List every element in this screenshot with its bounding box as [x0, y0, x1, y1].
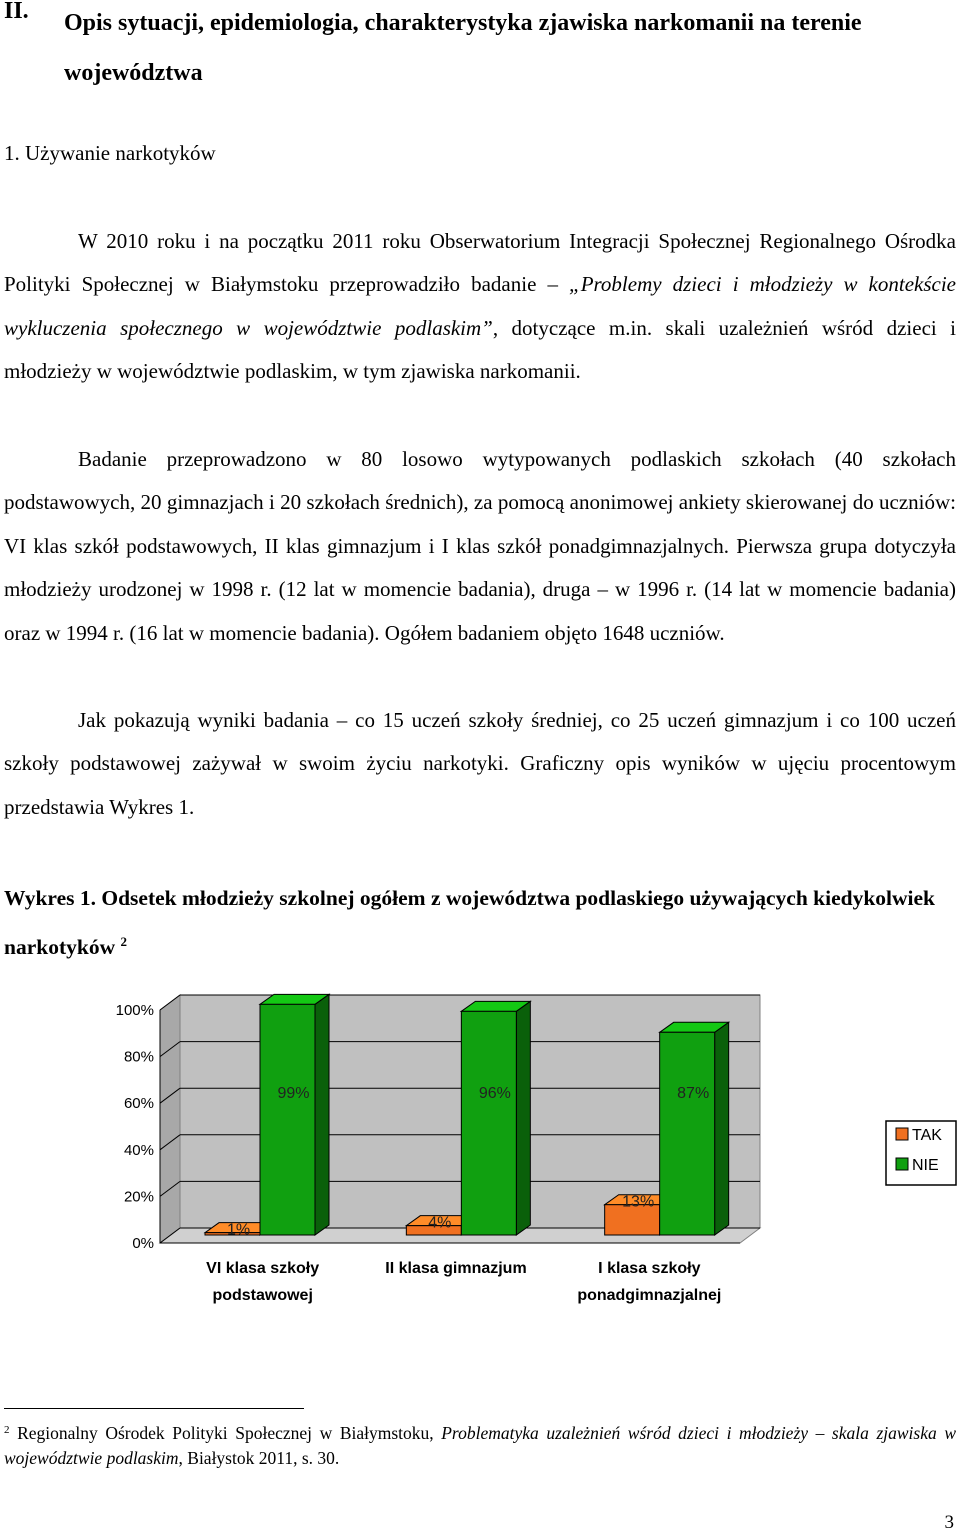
x-tick-label: ponadgimnazjalnej: [577, 1287, 722, 1304]
data-label: 13%: [622, 1193, 655, 1211]
section-title: Opis sytuacji, epidemiologia, charakterystyka zjawiska narkomanii na terenie województwa: [64, 10, 862, 86]
subsection-title: 1. Używanie narkotyków: [4, 141, 216, 165]
paragraph-1-text-a: W 2010 roku i na początku 2011 roku Obserwatorium Integracji Społecznej Regionalnego Ośrodka Polityki Społecznej w Białymstoku przeprowadziło badanie –: [4, 229, 956, 297]
paragraph-3-text: Jak pokazują wyniki badania – co 15 uczeń szkoły średniej, co 25 uczeń gimnazjum i co 100 uczeń szkoły podstawowej zażywał w swoim życiu narkotyki. Graficzny opis wyników w ujęciu procentowym przedstawia Wykres 1.: [4, 708, 956, 819]
y-tick-label: 40%: [123, 1141, 154, 1159]
page-number: 3: [944, 1512, 954, 1533]
chart-caption: [4, 877, 956, 969]
x-tick-label: I klasa szkoły: [598, 1260, 701, 1277]
bar-nie: [461, 1011, 516, 1235]
y-tick-label: 20%: [123, 1188, 154, 1206]
data-label: 4%: [428, 1214, 452, 1232]
footnote-number: 2: [4, 1424, 10, 1436]
body-paragraph-2: [4, 438, 956, 655]
bar-nie: [660, 1032, 715, 1235]
data-label: 96%: [478, 1085, 511, 1103]
y-tick-label: 0%: [132, 1235, 154, 1252]
data-label: 1%: [226, 1221, 251, 1239]
footnote-title: Problematyka uzależnień wśród dzieci i młodzieży – skala zjawiska w województwie podlaskim: [4, 1423, 956, 1468]
y-tick-label: 100%: [115, 1002, 154, 1019]
x-tick-label: VI klasa szkoły: [206, 1260, 320, 1277]
footnote-text-b: , Białystok 2011, s. 30.: [178, 1448, 340, 1468]
footnote-separator: [4, 1408, 304, 1409]
body-paragraph-1: [4, 220, 956, 394]
data-label: 99%: [277, 1085, 310, 1103]
legend-label: TAK: [912, 1127, 942, 1144]
paragraph-1-text-b: , dotyczące m.in. skali uzależnień wśród dzieci i młodzieży w województwie podlaskim, w tym zjawiska narkomanii.: [4, 315, 957, 384]
legend-swatch-nie: [896, 1158, 908, 1170]
y-tick-label: 60%: [123, 1095, 154, 1113]
y-tick-label: 80%: [123, 1048, 154, 1066]
legend-label: NIE: [912, 1157, 939, 1174]
x-tick-label: II klasa gimnazjum: [385, 1260, 527, 1277]
paragraph-2-text: Badanie przeprowadzono w 80 losowo wytypowanych podlaskich szkołach (40 szkołach podstawowych, 20 gimnazjach i 20 szkołach średnich), za pomocą anonimowej ankiety skierowanej do uczniów: VI klas szkół podstawowych, II klas gimnazjum i I klas szkół ponadgimnazjalnych. Pierwsza grupa dotyczyła młodzieży urodzonej w 1998 r. (12 lat w momencie badania), druga – w 1996 r. (14 lat w momencie badania) oraz w 1994 r. (16 lat w momencie badania). Ogółem badaniem objęto 1648 uczniów.: [4, 447, 956, 645]
study-title: „Problemy dzieci i młodzieży w kontekście wykluczenia społecznego w województwie podlaskim”: [4, 272, 956, 340]
section-number: II.: [4, 0, 29, 24]
bar-chart: [0, 985, 960, 1315]
footnote-text-a: Regionalny Ośrodek Polityki Społecznej w Białymstoku,: [17, 1423, 442, 1443]
chart-side-wall: [160, 995, 180, 1243]
bar-side: [516, 1001, 530, 1235]
body-paragraph-3: [4, 699, 956, 829]
footnote-reference: 2: [120, 934, 127, 949]
footnote: [4, 1418, 956, 1471]
bar-nie: [260, 1004, 315, 1235]
legend-swatch-tak: [896, 1128, 908, 1140]
bar-side: [315, 994, 329, 1235]
data-label: 87%: [677, 1085, 710, 1103]
x-tick-label: podstawowej: [212, 1287, 313, 1304]
bar-side: [715, 1022, 729, 1235]
chart-caption-text: Wykres 1. Odsetek młodzieży szkolnej ogółem z województwa podlaskiego używających kiedykolwiek narkotyków: [4, 886, 936, 959]
